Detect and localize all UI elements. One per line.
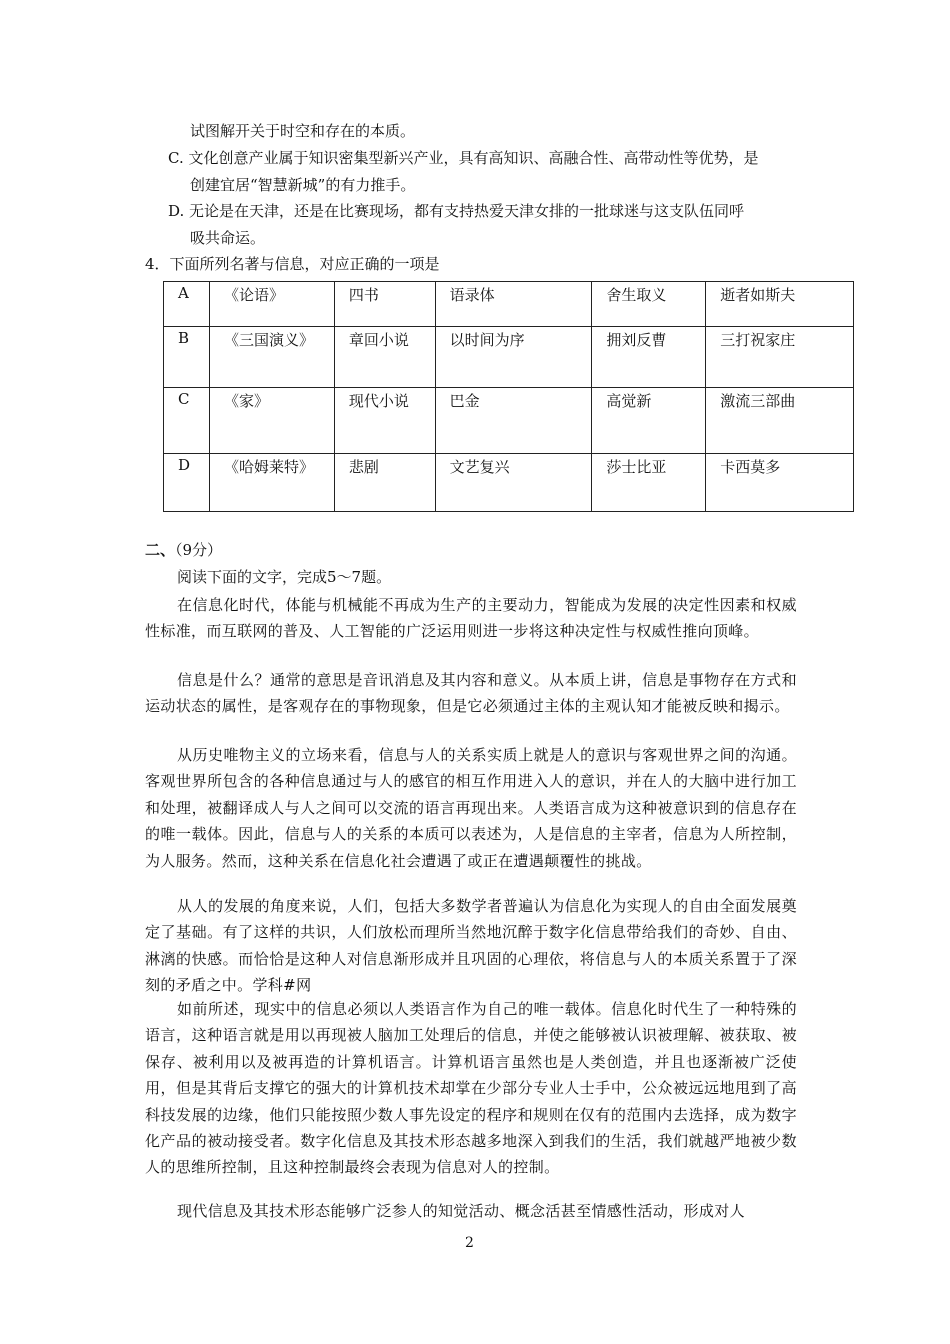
table-cell: 高觉新 bbox=[592, 388, 706, 454]
section-points: （9分） bbox=[175, 541, 223, 559]
table-cell: 三打祝家庄 bbox=[706, 327, 854, 388]
table-cell: 巴金 bbox=[435, 388, 592, 454]
table-cell: A bbox=[164, 282, 210, 327]
table-cell: 《论语》 bbox=[209, 282, 334, 327]
passage-paragraph: 现代信息及其技术形态能够广泛参人的知觉活动、概念活甚至情感性活动，形成对人 bbox=[177, 1202, 745, 1220]
passage-paragraph: 从历史唯物主义的立场来看，信息与人的关系实质上就是人的意识与客观世界之间的沟通。客观世界所包含的各种信息通过与人的感官的相互作用进入人的意识，并在人的大脑中进行加工和处理，被翻译成人与人之间可以交流的语言再现出来。人类语言成为这种被意识到的信息存在的唯一载体。因此，信息与人的关系的本质可以表述为，人是信息的主宰者，信息为人所控制，为人服务。然而，这种关系在信息化社会遭遇了或正在遭遇颠覆性的挑战。 bbox=[145, 746, 797, 870]
table-cell: 语录体 bbox=[435, 282, 592, 327]
table-row bbox=[164, 282, 854, 327]
option-b-continuation: 试图解开关于时空和存在的本质。 bbox=[190, 122, 416, 140]
table-cell: 现代小说 bbox=[334, 388, 435, 454]
option-d-line2: 吸共命运。 bbox=[190, 229, 266, 247]
table-cell: 《家》 bbox=[209, 388, 334, 454]
table-cell: D bbox=[164, 454, 210, 512]
table-cell: 悲剧 bbox=[334, 454, 435, 512]
table-cell: 舍生取义 bbox=[592, 282, 706, 327]
passage-paragraph: 在信息化时代，体能与机械能不再成为生产的主要动力，智能成为发展的决定性因素和权威性标准，而互联网的普及、人工智能的广泛运用则进一步将这种决定性与权威性推向顶峰。 bbox=[145, 596, 797, 641]
table-cell: 逝者如斯夫 bbox=[706, 282, 854, 327]
table-cell: 文艺复兴 bbox=[435, 454, 592, 512]
table-row bbox=[164, 454, 854, 512]
works-info-table bbox=[163, 281, 854, 512]
table-cell: C bbox=[164, 388, 210, 454]
option-c-line1: C. 文化创意产业属于知识密集型新兴产业，具有高知识、高融合性、高带动性等优势，是 bbox=[168, 149, 759, 167]
section-heading bbox=[145, 540, 222, 560]
passage-paragraph: 信息是什么？通常的意思是音讯消息及其内容和意义。从本质上讲，信息是事物存在方式和运动状态的属性，是客观存在的事物现象，但是它必须通过主体的主观认知才能被反映和揭示。 bbox=[145, 671, 797, 716]
table-cell: 莎士比亚 bbox=[592, 454, 706, 512]
table-row bbox=[164, 388, 854, 454]
reading-instruction: 阅读下面的文字，完成5～7题。 bbox=[177, 568, 392, 586]
option-c-line2: 创建宜居“智慧新城”的有力推手。 bbox=[190, 176, 416, 194]
passage-paragraph: 如前所述，现实中的信息必须以人类语言作为自己的唯一载体。信息化时代生了一种特殊的语言，这种语言就是用以再现被人脑加工处理后的信息，并使之能够被认识被理解、被获取、被保存、被利用以及被再造的计算机语言。计算机语言虽然也是人类创造，并且也逐渐被广泛使用，但是其背后支撑它的强大的计算机技术却掌在少部分专业人士手中，公众被远远地甩到了高科技发展的边缘，他们只能按照少数人事先设定的程序和规则在仅有的范围内去选择，成为数字化产品的被动接受者。数字化信息及其技术形态越多地深入到我们的生活，我们就越严地被少数人的思维所控制，且这种控制最终会表现为信息对人的控制。 bbox=[145, 1000, 797, 1177]
table-cell: 章回小说 bbox=[334, 327, 435, 388]
table-row bbox=[164, 327, 854, 388]
table-cell: 《哈姆莱特》 bbox=[209, 454, 334, 512]
passage-paragraph: 从人的发展的角度来说，人们，包括大多数学者普遍认为信息化为实现人的自由全面发展奠定了基础。有了这样的共识，人们放松而理所当然地沉醉于数字化信息带给我们的奇妙、自由、淋漓的快感。而恰恰是这种人对信息渐形成并且巩固的心理依，将信息与人的本质关系置于了深刻的矛盾之中。学科#网 bbox=[145, 897, 797, 995]
page-number: 2 bbox=[465, 1235, 474, 1251]
question-4-prompt: 4．下面所列名著与信息，对应正确的一项是 bbox=[145, 255, 440, 273]
table-cell: B bbox=[164, 327, 210, 388]
table-cell: 以时间为序 bbox=[435, 327, 592, 388]
table-cell: 激流三部曲 bbox=[706, 388, 854, 454]
table-cell: 卡西莫多 bbox=[706, 454, 854, 512]
table-cell: 四书 bbox=[334, 282, 435, 327]
table-cell: 《三国演义》 bbox=[209, 327, 334, 388]
section-number: 二、 bbox=[145, 541, 176, 559]
table-cell: 拥刘反曹 bbox=[592, 327, 706, 388]
option-d-line1: D. 无论是在天津，还是在比赛现场，都有支持热爱天津女排的一批球迷与这支队伍同呼 bbox=[168, 202, 745, 220]
